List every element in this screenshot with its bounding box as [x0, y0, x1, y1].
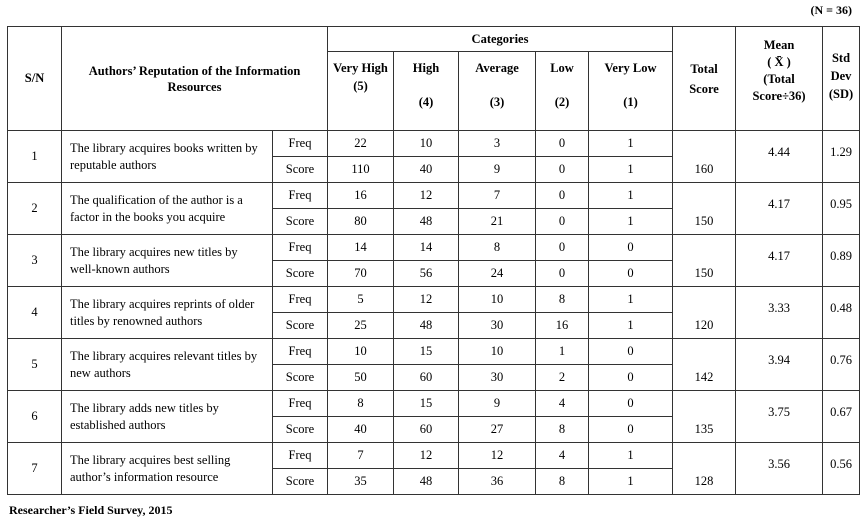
freq-high: 12: [394, 287, 459, 313]
score-high: 48: [394, 469, 459, 495]
score-very-high: 25: [328, 313, 394, 339]
score-average: 24: [459, 261, 536, 287]
score-low: 16: [536, 313, 589, 339]
freq-low: 0: [536, 131, 589, 157]
freq-very-low: 1: [589, 443, 673, 469]
score-very-low: 0: [589, 261, 673, 287]
level-value: (1): [623, 95, 638, 109]
score-high: 60: [394, 417, 459, 443]
sample-size-label: (N = 36): [810, 3, 852, 17]
score-very-high: 80: [328, 209, 394, 235]
score-very-low: 1: [589, 313, 673, 339]
freq-average: 10: [459, 339, 536, 365]
header-mean-line-2: ( X̄ ): [767, 55, 791, 69]
row-std-dev: 0.95: [823, 183, 860, 235]
row-statement: The library acquires relevant titles by new authors: [62, 339, 273, 391]
freq-very-high: 16: [328, 183, 394, 209]
level-value: (4): [418, 95, 434, 109]
header-sd-line-1: Std: [831, 51, 851, 65]
row-statement: The qualification of the author is a factor in the books you acquire: [62, 183, 273, 235]
row-std-dev: 1.29: [823, 131, 860, 183]
level-label: Average: [475, 61, 519, 75]
row-total-score: 120: [673, 287, 736, 339]
freq-average: 7: [459, 183, 536, 209]
freq-low: 8: [536, 287, 589, 313]
freq-low: 4: [536, 391, 589, 417]
freq-very-low: 0: [589, 235, 673, 261]
score-very-low: 1: [589, 469, 673, 495]
row-sn: 3: [8, 235, 62, 287]
table-row: [8, 339, 860, 365]
row-statement: The library adds new titles by established authors: [62, 391, 273, 443]
score-low: 8: [536, 469, 589, 495]
row-mean: 4.17: [736, 235, 823, 287]
freq-low: 1: [536, 339, 589, 365]
freq-high: 15: [394, 339, 459, 365]
row-mean: 3.75: [736, 391, 823, 443]
row-std-dev: 0.76: [823, 339, 860, 391]
freq-average: 9: [459, 391, 536, 417]
freq-very-low: 0: [589, 391, 673, 417]
header-total-score: [673, 27, 736, 131]
score-very-low: 1: [589, 157, 673, 183]
score-low: 0: [536, 261, 589, 287]
level-label: High: [412, 61, 440, 75]
row-mean: 4.44: [736, 131, 823, 183]
row-kind-score: Score: [273, 313, 328, 339]
freq-average: 8: [459, 235, 536, 261]
row-kind-score: Score: [273, 365, 328, 391]
row-kind-freq: Freq: [273, 443, 328, 469]
score-high: 48: [394, 209, 459, 235]
row-kind-score: Score: [273, 209, 328, 235]
row-sn: 1: [8, 131, 62, 183]
row-kind-score: Score: [273, 157, 328, 183]
survey-table: [7, 26, 860, 495]
freq-high: 14: [394, 235, 459, 261]
freq-high: 10: [394, 131, 459, 157]
row-mean: 4.17: [736, 183, 823, 235]
level-value: (5): [353, 79, 368, 93]
row-total-score: 160: [673, 131, 736, 183]
header-mean-line-3: (Total: [763, 72, 795, 86]
header-level-very-high: [328, 52, 394, 131]
row-statement: The library acquires best selling author’s information resource: [62, 443, 273, 495]
score-high: 56: [394, 261, 459, 287]
freq-very-high: 14: [328, 235, 394, 261]
table-row: [8, 391, 860, 417]
freq-average: 12: [459, 443, 536, 469]
score-high: 60: [394, 365, 459, 391]
row-sn: 2: [8, 183, 62, 235]
score-average: 36: [459, 469, 536, 495]
score-low: 0: [536, 157, 589, 183]
score-very-low: 1: [589, 209, 673, 235]
row-mean: 3.33: [736, 287, 823, 339]
freq-average: 10: [459, 287, 536, 313]
score-average: 9: [459, 157, 536, 183]
freq-low: 0: [536, 183, 589, 209]
freq-low: 0: [536, 235, 589, 261]
header-sd-line-2: Dev: [830, 69, 852, 83]
row-statement: The library acquires reprints of older titles by renowned authors: [62, 287, 273, 339]
row-statement: The library acquires new titles by well-known authors: [62, 235, 273, 287]
row-kind-freq: Freq: [273, 235, 328, 261]
level-value: (2): [554, 95, 570, 109]
header-mean: [736, 27, 823, 131]
row-total-score: 150: [673, 183, 736, 235]
row-kind-freq: Freq: [273, 183, 328, 209]
row-kind-freq: Freq: [273, 339, 328, 365]
score-average: 27: [459, 417, 536, 443]
header-total-line-2: Score: [689, 81, 719, 96]
header-sn: S/N: [8, 27, 62, 131]
header-level-very-low: [589, 52, 673, 131]
score-very-high: 40: [328, 417, 394, 443]
source-footnote: Researcher’s Field Survey, 2015: [9, 503, 173, 517]
freq-very-low: 1: [589, 183, 673, 209]
row-mean: 3.94: [736, 339, 823, 391]
score-low: 8: [536, 417, 589, 443]
score-average: 30: [459, 313, 536, 339]
header-level-low: [536, 52, 589, 131]
score-very-low: 0: [589, 365, 673, 391]
score-high: 48: [394, 313, 459, 339]
header-mean-line-1: Mean: [763, 38, 795, 52]
row-sn: 6: [8, 391, 62, 443]
score-low: 0: [536, 209, 589, 235]
row-statement: The library acquires books written by reputable authors: [62, 131, 273, 183]
score-very-high: 70: [328, 261, 394, 287]
header-categories: Categories: [328, 27, 673, 52]
freq-very-low: 1: [589, 131, 673, 157]
header-std-dev: [823, 27, 860, 131]
level-label: Very Low: [604, 61, 657, 75]
row-mean: 3.56: [736, 443, 823, 495]
level-value: (3): [489, 95, 505, 109]
row-total-score: 128: [673, 443, 736, 495]
row-kind-freq: Freq: [273, 131, 328, 157]
freq-low: 4: [536, 443, 589, 469]
row-std-dev: 0.56: [823, 443, 860, 495]
row-sn: 4: [8, 287, 62, 339]
row-kind-freq: Freq: [273, 391, 328, 417]
row-sn: 5: [8, 339, 62, 391]
table-row: [8, 235, 860, 261]
table-body: [8, 131, 860, 495]
freq-high: 15: [394, 391, 459, 417]
header-total-line-1: Total: [690, 61, 718, 76]
row-total-score: 135: [673, 391, 736, 443]
row-kind-score: Score: [273, 417, 328, 443]
freq-high: 12: [394, 183, 459, 209]
row-kind-score: Score: [273, 261, 328, 287]
row-total-score: 150: [673, 235, 736, 287]
row-total-score: 142: [673, 339, 736, 391]
table-row: [8, 443, 860, 469]
table-row: [8, 183, 860, 209]
header-mean-line-4: Score÷36): [752, 89, 806, 103]
score-high: 40: [394, 157, 459, 183]
score-average: 21: [459, 209, 536, 235]
header-title: Authors’ Reputation of the Information Resources: [62, 27, 328, 131]
level-label: Very High: [333, 61, 388, 75]
row-std-dev: 0.89: [823, 235, 860, 287]
row-kind-score: Score: [273, 469, 328, 495]
header-level-high: [394, 52, 459, 131]
row-sn: 7: [8, 443, 62, 495]
row-std-dev: 0.48: [823, 287, 860, 339]
freq-very-high: 7: [328, 443, 394, 469]
score-very-high: 35: [328, 469, 394, 495]
freq-very-high: 10: [328, 339, 394, 365]
freq-very-high: 22: [328, 131, 394, 157]
score-very-high: 50: [328, 365, 394, 391]
freq-very-low: 1: [589, 287, 673, 313]
header-sd-line-3: (SD): [828, 87, 854, 101]
level-label: Low: [550, 61, 574, 75]
freq-very-high: 8: [328, 391, 394, 417]
freq-high: 12: [394, 443, 459, 469]
score-average: 30: [459, 365, 536, 391]
freq-very-high: 5: [328, 287, 394, 313]
table-row: [8, 131, 860, 157]
row-kind-freq: Freq: [273, 287, 328, 313]
score-very-low: 0: [589, 417, 673, 443]
header-level-average: [459, 52, 536, 131]
freq-very-low: 0: [589, 339, 673, 365]
row-std-dev: 0.67: [823, 391, 860, 443]
score-very-high: 110: [328, 157, 394, 183]
freq-average: 3: [459, 131, 536, 157]
table-row: [8, 287, 860, 313]
score-low: 2: [536, 365, 589, 391]
